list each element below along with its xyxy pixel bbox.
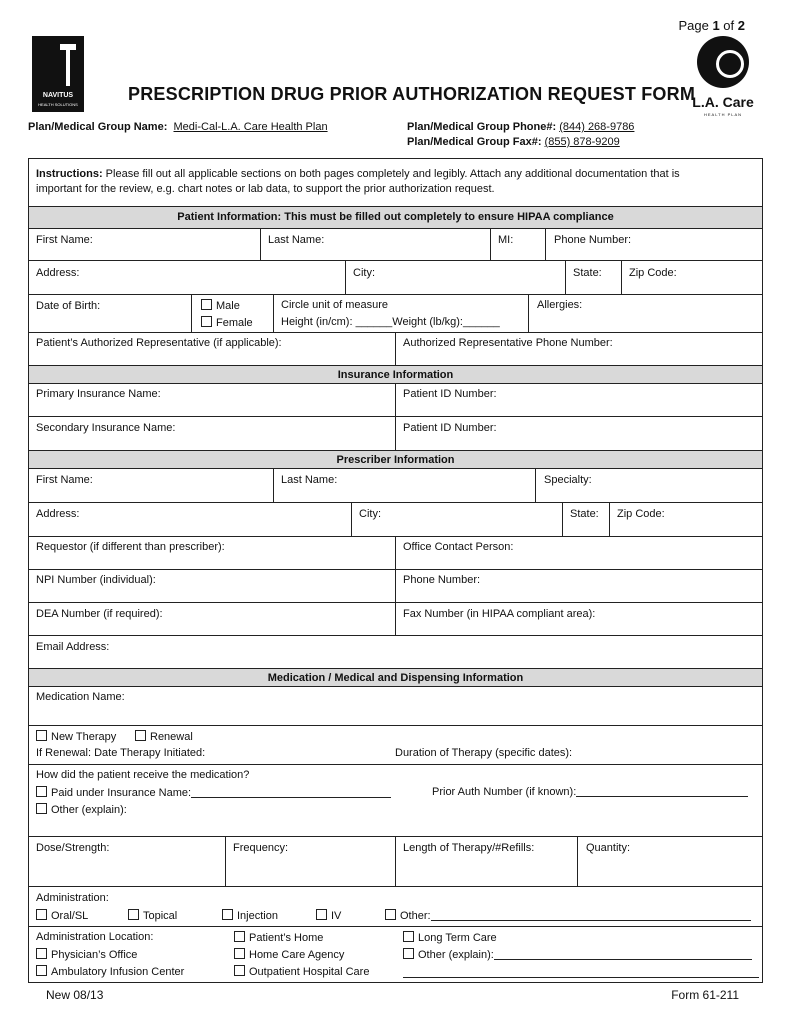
patient-city-field[interactable]: City: <box>353 267 375 279</box>
medication-name-row <box>29 686 762 726</box>
sun-icon <box>697 36 749 88</box>
primary-insurance-row <box>29 383 762 417</box>
paid-insurance-option[interactable] <box>36 786 391 799</box>
email-row <box>29 635 762 669</box>
patient-last-name-field[interactable]: Last Name: <box>268 234 325 246</box>
plan-name <box>28 121 328 133</box>
dose-row <box>29 836 762 887</box>
prescriber-specialty-cell <box>535 469 762 503</box>
navitus-logo-text: NAVITUS <box>42 92 74 99</box>
iv-label: IV <box>331 910 342 922</box>
unit-of-measure-label: Circle unit of measure <box>281 299 388 311</box>
office-contact-field[interactable]: Office Contact Person: <box>403 541 514 553</box>
renewal-checkbox[interactable] <box>135 730 146 741</box>
patient-dob-row <box>29 294 762 333</box>
admin-other-label: Other: <box>400 910 431 922</box>
oral-option[interactable] <box>36 909 88 922</box>
ambulatory-checkbox[interactable] <box>36 965 47 976</box>
la-care-logo-text: L.A. Care <box>692 94 754 110</box>
prescriber-last-name-field[interactable]: Last Name: <box>281 474 338 486</box>
admin-other-line[interactable] <box>431 920 751 921</box>
loc-other-checkbox[interactable] <box>403 948 414 959</box>
loc-other-option[interactable] <box>403 948 752 961</box>
paid-insurance-label: Paid under Insurance Name: <box>51 787 192 799</box>
home-checkbox[interactable] <box>234 931 245 942</box>
quantity-field[interactable]: Quantity: <box>586 842 631 854</box>
home-care-label: Home Care Agency <box>249 949 345 961</box>
medication-name-field[interactable]: Medication Name: <box>36 691 125 703</box>
la-care-logo-sub: HEALTH PLAN <box>703 112 743 117</box>
home-option[interactable] <box>234 931 323 944</box>
navitus-logo-sub: HEALTH SOLUTIONS <box>38 102 78 107</box>
plan-name-label: Plan/Medical Group Name: <box>28 121 168 133</box>
administration-label: Administration: <box>36 892 109 904</box>
new-therapy-option[interactable] <box>36 730 116 743</box>
heart-icon <box>716 50 744 78</box>
ltc-checkbox[interactable] <box>403 931 414 942</box>
quantity-cell <box>577 837 762 887</box>
plan-phone <box>407 121 634 133</box>
prescriber-address-field[interactable]: Address: <box>36 508 80 520</box>
footer-date: New 08/13 <box>46 988 104 1002</box>
prescriber-name-row <box>29 468 762 503</box>
primary-patient-id-field[interactable]: Patient ID Number: <box>403 388 497 400</box>
fax-cell <box>395 603 762 636</box>
plan-phone-label: Plan/Medical Group Phone#: <box>407 121 557 133</box>
physician-option[interactable] <box>36 948 137 961</box>
injection-option[interactable] <box>222 909 278 922</box>
authorization-form <box>28 158 763 983</box>
insurance-section-header: Insurance Information <box>29 365 762 384</box>
patient-allergies-field[interactable]: Allergies: <box>537 299 583 311</box>
patient-name-row <box>29 228 762 261</box>
other-received-checkbox[interactable] <box>36 803 47 814</box>
frequency-field[interactable]: Frequency: <box>233 842 289 854</box>
secondary-patient-id-field[interactable]: Patient ID Number: <box>403 422 497 434</box>
authorized-rep-field[interactable]: Patient’s Authorized Representative (if applicable): <box>36 337 282 349</box>
page-label: Page <box>678 18 713 33</box>
ambulatory-option[interactable] <box>36 965 184 978</box>
oral-checkbox[interactable] <box>36 909 47 920</box>
male-checkbox[interactable] <box>201 299 212 310</box>
physician-label: Physician’s Office <box>51 949 138 961</box>
admin-other-option[interactable] <box>385 909 751 922</box>
contact-cell <box>395 537 762 570</box>
page-number <box>678 18 745 33</box>
ltc-label: Long Term Care <box>418 932 497 944</box>
prescriber-address-row <box>29 502 762 537</box>
dea-row <box>29 602 762 636</box>
primary-id-cell <box>395 384 762 417</box>
location-row <box>29 926 762 983</box>
patient-phone-field[interactable]: Phone Number: <box>554 234 632 246</box>
patient-dob-field[interactable]: Date of Birth: <box>36 300 101 312</box>
female-checkbox[interactable] <box>201 316 212 327</box>
outpatient-option[interactable] <box>234 965 369 978</box>
male-label: Male <box>216 300 240 312</box>
duration-field[interactable]: Duration of Therapy (specific dates): <box>395 747 573 759</box>
patient-zip-field[interactable]: Zip Code: <box>629 267 677 279</box>
loc-other-label: Other (explain): <box>418 949 494 961</box>
instructions-line-1 <box>36 168 680 180</box>
patient-phone-cell <box>545 229 762 261</box>
other-received-option[interactable] <box>36 803 127 816</box>
date-initiated-field[interactable]: If Renewal: Date Therapy Initiated: <box>36 747 206 759</box>
ltc-option[interactable] <box>403 931 497 944</box>
therapy-row <box>29 725 762 765</box>
plan-phone-value: (844) 268-9786 <box>559 121 635 133</box>
home-label: Patient’s Home <box>249 932 324 944</box>
paid-insurance-checkbox[interactable] <box>36 786 47 797</box>
requestor-field[interactable]: Requestor (if different than prescriber): <box>36 541 225 553</box>
iv-checkbox[interactable] <box>316 909 327 920</box>
prescriber-specialty-field[interactable]: Specialty: <box>544 474 592 486</box>
length-refills-field[interactable]: Length of Therapy/#Refills: <box>403 842 535 854</box>
email-field[interactable]: Email Address: <box>36 641 110 653</box>
prescriber-zip-cell <box>609 503 762 537</box>
outpatient-checkbox[interactable] <box>234 965 245 976</box>
patient-address-field[interactable]: Address: <box>36 267 80 279</box>
rep-phone-field[interactable]: Authorized Representative Phone Number: <box>403 337 613 349</box>
female-option[interactable] <box>201 316 253 329</box>
medication-section-header: Medication / Medical and Dispensing Information <box>29 668 762 687</box>
npi-row <box>29 569 762 603</box>
patient-state-field[interactable]: State: <box>573 267 602 279</box>
page-current: 1 <box>712 18 720 33</box>
plan-fax <box>407 136 620 148</box>
prior-auth-label: Prior Auth Number (if known): <box>432 786 577 798</box>
topical-option[interactable] <box>128 909 177 922</box>
insurance-name-line[interactable] <box>191 797 391 798</box>
dose-field[interactable]: Dose/Strength: <box>36 842 110 854</box>
footer-form-number: Form 61-211 <box>671 988 739 1002</box>
secondary-insurance-field[interactable]: Secondary Insurance Name: <box>36 422 176 434</box>
how-received-label: How did the patient receive the medication? <box>36 769 250 781</box>
loc-other-line[interactable] <box>494 959 752 960</box>
prior-auth-field[interactable] <box>432 786 748 798</box>
oral-label: Oral/SL <box>51 910 89 922</box>
instructions-bold: Instructions: <box>36 168 103 180</box>
topical-label: Topical <box>143 910 178 922</box>
female-label: Female <box>216 317 253 329</box>
fax-field[interactable]: Fax Number (in HIPAA compliant area): <box>403 608 596 620</box>
instructions-line-2: important for the review, e.g. chart notes or lab data, to support the prior authorization request. <box>36 183 495 195</box>
prescriber-phone-field[interactable]: Phone Number: <box>403 574 481 586</box>
prescriber-phone-cell <box>395 570 762 603</box>
npi-field[interactable]: NPI Number (individual): <box>36 574 156 586</box>
page-of: of <box>719 18 738 33</box>
form-title: PRESCRIPTION DRUG PRIOR AUTHORIZATION REQUEST FORM <box>128 84 696 104</box>
rep-phone-cell <box>395 333 762 366</box>
renewal-label: Renewal <box>150 731 193 743</box>
la-care-logo <box>692 36 754 118</box>
patient-section-header: Patient Information: This must be filled out completely to ensure HIPAA compliance <box>29 206 762 228</box>
prescriber-section-header: Prescriber Information <box>29 450 762 469</box>
plan-name-value: Medi-Cal-L.A. Care Health Plan <box>173 121 328 133</box>
patient-rep-row <box>29 332 762 366</box>
location-label: Administration Location: <box>36 931 154 943</box>
plan-fax-label: Plan/Medical Group Fax#: <box>407 136 542 148</box>
ambulatory-label: Ambulatory Infusion Center <box>51 966 185 978</box>
navitus-logo <box>32 36 84 112</box>
new-therapy-label: New Therapy <box>51 731 117 743</box>
patient-allergies-cell <box>528 295 762 333</box>
prescriber-state-field[interactable]: State: <box>570 508 599 520</box>
home-care-option[interactable] <box>234 948 344 961</box>
iv-option[interactable] <box>316 909 341 922</box>
topical-checkbox[interactable] <box>128 909 139 920</box>
renewal-option[interactable] <box>135 730 193 743</box>
patient-mi-field[interactable]: MI: <box>498 234 514 246</box>
patient-first-name-field[interactable]: First Name: <box>36 234 93 246</box>
other-received-label: Other (explain): <box>51 804 127 816</box>
instructions-text-1: Please fill out all applicable sections on both pages completely and legibly. Attach any additional documentation that is <box>102 168 680 180</box>
male-option[interactable] <box>201 299 240 312</box>
patient-zip-cell <box>621 261 762 295</box>
height-weight-field[interactable]: Height (in/cm): ______Weight (lb/kg):______ <box>281 316 500 328</box>
received-row <box>29 764 762 837</box>
requestor-row <box>29 536 762 570</box>
injection-checkbox[interactable] <box>222 909 233 920</box>
new-therapy-checkbox[interactable] <box>36 730 47 741</box>
prior-auth-line[interactable] <box>576 796 748 797</box>
home-care-checkbox[interactable] <box>234 948 245 959</box>
primary-insurance-field[interactable]: Primary Insurance Name: <box>36 388 161 400</box>
physician-checkbox[interactable] <box>36 948 47 959</box>
secondary-insurance-row <box>29 416 762 450</box>
lighthouse-icon <box>66 48 70 86</box>
patient-address-row <box>29 260 762 295</box>
prescriber-city-field[interactable]: City: <box>359 508 381 520</box>
page-total: 2 <box>737 18 745 33</box>
dea-field[interactable]: DEA Number (if required): <box>36 608 163 620</box>
administration-row <box>29 886 762 927</box>
prescriber-zip-field[interactable]: Zip Code: <box>617 508 665 520</box>
loc-other-line-2[interactable] <box>403 977 759 978</box>
secondary-id-cell <box>395 417 762 450</box>
prescriber-first-name-field[interactable]: First Name: <box>36 474 93 486</box>
injection-label: Injection <box>237 910 278 922</box>
outpatient-label: Outpatient Hospital Care <box>249 966 370 978</box>
plan-fax-value: (855) 878-9209 <box>544 136 620 148</box>
admin-other-checkbox[interactable] <box>385 909 396 920</box>
